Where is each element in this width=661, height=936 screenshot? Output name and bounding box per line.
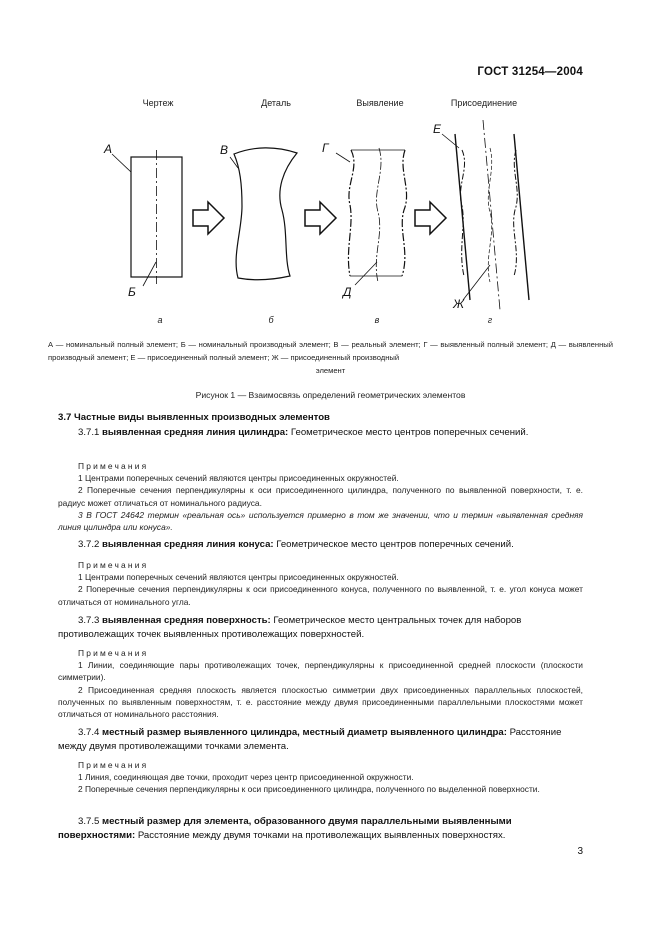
note-item: 1 Центрами поперечных сечений являются центры присоединенных окружностей. <box>78 473 399 484</box>
definition-text: Геометрическое место центральных точек для наборов противолежащих точек выявленных противолежащих поверхностей. <box>58 615 522 640</box>
note-item: 1 Центрами поперечных сечений являются центры присоединенных окружностей. <box>78 572 399 583</box>
extracted-right-line <box>402 150 407 276</box>
panel-b-part <box>220 143 297 280</box>
arrow-right-icon <box>193 202 224 234</box>
label-A: А <box>104 142 113 156</box>
real-element <box>234 148 297 280</box>
notes-3-7-3 <box>58 647 583 720</box>
panel-letter-b: б <box>268 315 274 325</box>
associated-right-line <box>514 134 529 300</box>
panel-d-association <box>433 120 529 311</box>
term: выявленная средняя линия цилиндра: <box>102 427 289 438</box>
panel-letter-g: г <box>487 315 493 325</box>
item-number: 3.7.5 <box>78 816 100 827</box>
notes-3-7-2 <box>58 559 583 608</box>
note-item: 2 Поперечные сечения перпендикулярны к оси присоединенного конуса, полученного по выявленной, т. е. угол конуса может отличаться от номинального угла. <box>58 584 583 607</box>
note-item: 1 Линия, соединяющая две точки, проходит через центр присоединенной окружности. <box>78 772 414 783</box>
associated-left-line <box>455 134 470 300</box>
label-V: В <box>220 143 229 157</box>
panel-title-extraction: Выявление <box>356 98 404 108</box>
notes-title: Примечания <box>78 648 149 658</box>
legend-text: А — номинальный полный элемент; Б — номинальный производный элемент; В — реальный элемент; Г — выявленный полный элемент; Д — выявленный производный элемент; Е — присоединенный полный элемент; Ж — присоединенный производный <box>48 340 613 362</box>
note-item: 2 Поперечные сечения перпендикулярны к оси присоединенного цилиндра, полученного по выявленной поверхности, т. е. радиус может отличаться от номинального радиуса. <box>58 485 583 508</box>
label-E: Е <box>433 122 442 136</box>
panel-title-drawing: Чертеж <box>142 98 174 108</box>
note-item: 1 Линии, соединяющие пары противолежащих точек, перпендикулярны к присоединенной средней плоскости (плоскости симметрии). <box>58 660 583 683</box>
note-item: 3 В ГОСТ 24642 термин «реальная ось» используется примерно в том же значении, что и термин «выявленная средняя линия цилиндра или конуса». <box>58 509 583 533</box>
extracted-left-line <box>348 150 353 276</box>
legend-end: элемент <box>315 366 346 375</box>
term: выявленная средняя линия конуса: <box>102 539 274 550</box>
label-B-nom: Б <box>128 285 136 299</box>
item-number: 3.7.1 <box>78 427 100 438</box>
definition-text: Геометрическое место центров поперечных сечений. <box>273 539 514 550</box>
figure-caption: Рисунок 1 — Взаимосвязь определений геометрических элементов <box>195 390 466 400</box>
definition-3-7-5 <box>58 815 583 842</box>
notes-3-7-1 <box>58 460 583 533</box>
item-number: 3.7.2 <box>78 539 100 550</box>
panel-letter-v: в <box>374 315 380 325</box>
definition-text: Расстояние между двумя противолежащими точками элемента. <box>58 727 562 752</box>
arrow-right-icon <box>415 202 446 234</box>
definition-3-7-1 <box>58 426 583 440</box>
figure-1 <box>0 0 661 336</box>
note-item: 2 Присоединенная средняя плоскость является плоскостью симметрии двух присоединенных параллельных плоскостей, полученных по выявленным поверхностям, т. е. расстояние между двумя присоединенными параллельными плоскостями может отличаться от номинального расстояния. <box>58 684 583 720</box>
document-header: ГОСТ 31254—2004 <box>477 66 583 78</box>
notes-3-7-4 <box>58 759 583 796</box>
label-D: Д <box>343 285 352 299</box>
label-ZH: Ж <box>453 297 465 311</box>
label-G: Г <box>322 141 329 155</box>
notes-title: Примечания <box>78 461 149 471</box>
extracted-median-line <box>376 148 381 282</box>
panel-letter-a: а <box>157 315 163 325</box>
page-number: 3 <box>577 846 583 857</box>
panel-a-drawing <box>103 142 182 299</box>
definition-3-7-2 <box>58 538 583 552</box>
panel-title-part: Деталь <box>261 98 291 108</box>
term: выявленная средняя поверхность: <box>102 615 271 626</box>
definition-3-7-3 <box>58 614 583 641</box>
definition-text: Геометрическое место центров поперечных сечений. <box>288 427 529 438</box>
term: местный размер для элемента, образованного двумя параллельными выявленными поверхностями: <box>58 816 512 841</box>
arrow-right-icon <box>305 202 336 234</box>
section-heading: 3.7 Частные виды выявленных производных элементов <box>58 412 330 423</box>
note-item: 2 Поперечные сечения перпендикулярны к оси присоединенного цилиндра, полученного по выделенной поверхности. <box>78 784 540 795</box>
item-number: 3.7.3 <box>78 615 100 626</box>
notes-title: Примечания <box>78 560 149 570</box>
figure-legend <box>48 338 613 377</box>
notes-title: Примечания <box>78 760 149 770</box>
panel-title-association: Присоединение <box>450 98 518 108</box>
item-number: 3.7.4 <box>78 727 100 738</box>
definition-text: Расстояние между двумя точками на противолежащих выявленных поверхностях. <box>135 829 506 841</box>
term: местный размер выявленного цилиндра, местный диаметр выявленного цилиндра: <box>102 727 507 738</box>
definition-3-7-4 <box>58 726 583 753</box>
associated-axis <box>483 120 500 310</box>
